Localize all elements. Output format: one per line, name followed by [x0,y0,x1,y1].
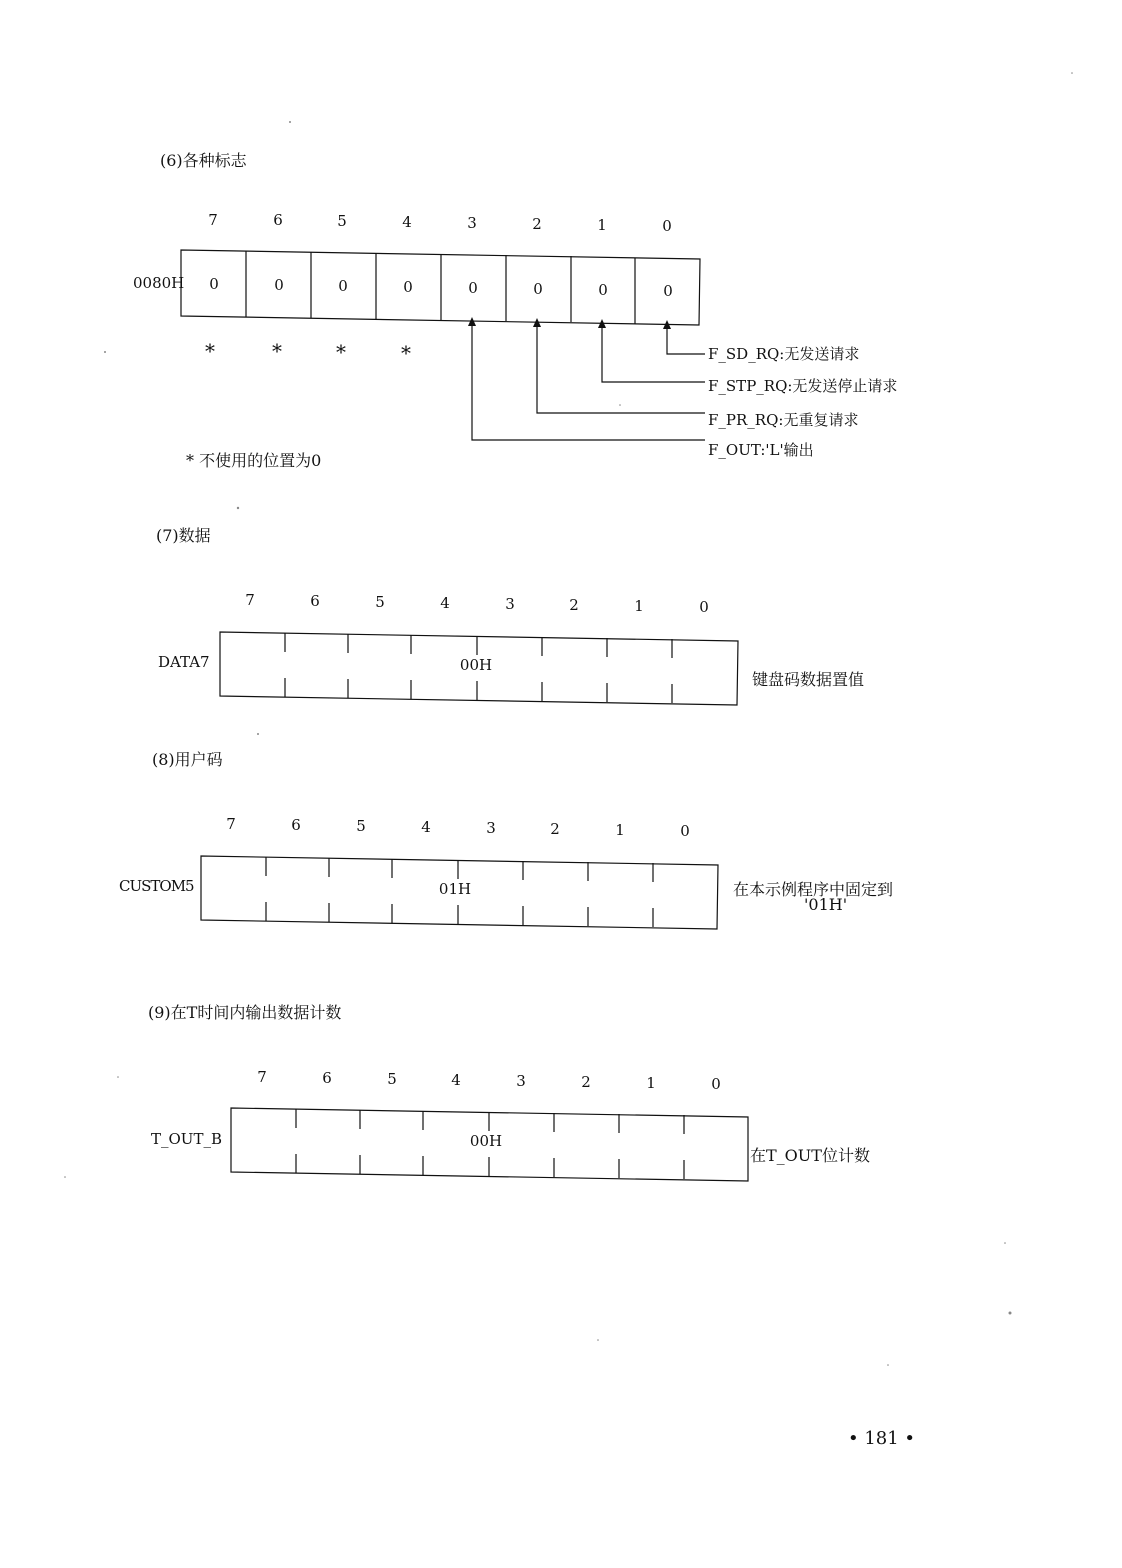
leader-f-sd-rq [667,326,705,354]
section7-value: 00H [459,656,493,674]
section9-bit-3: 3 [516,1072,526,1090]
leader-f-pr-rq [537,324,705,413]
section7-bit-5: 5 [375,593,385,611]
section8-bit-0: 0 [680,822,690,840]
section8-register-label: CUSTOM5 [119,877,194,895]
section8-bit-4: 4 [421,818,431,836]
unused-mark-6: * [272,339,282,363]
section8-description-line2: '01H' [804,895,848,914]
section6-bit-6: 6 [273,211,283,229]
page-number: • 181 • [848,1428,916,1449]
section7-bit-0: 0 [699,598,709,616]
section9-bit-5: 5 [387,1070,397,1088]
section8-description-line1: 在本示例程序中固定到 [733,880,894,899]
unused-mark-4: * [401,341,411,365]
section6-bit-0: 0 [662,217,672,235]
section6-bit-2: 2 [532,215,542,233]
section9-bit-7: 7 [257,1068,267,1086]
section7-bit-1: 1 [634,597,644,615]
section7-register-box [220,632,738,705]
section8-heading: (8)用户码 [152,750,223,769]
section7-bit-6: 6 [310,592,320,610]
section8-bit-6: 6 [291,816,301,834]
section7-bit-3: 3 [505,595,515,613]
section8-bit-1: 1 [615,821,625,839]
section6-value-1: 0 [598,281,608,299]
section8-bit-2: 2 [550,820,560,838]
section8-bit-7: 7 [226,815,236,833]
section6-value-2: 0 [533,280,543,298]
section7-bit-7: 7 [245,591,255,609]
section8-bit-5: 5 [356,817,366,835]
flag-f-sd-rq: F_SD_RQ:无发送请求 [708,345,860,363]
flag-f-out: F_OUT:'L'输出 [708,441,814,459]
section9-bit-6: 6 [322,1069,332,1087]
section9-bit-0: 0 [711,1075,721,1093]
section9-bit-4: 4 [451,1071,461,1089]
flag-f-stp-rq: F_STP_RQ:无发送停止请求 [708,377,898,395]
section6-value-6: 0 [274,276,284,294]
section6-value-5: 0 [338,277,348,295]
unused-mark-7: * [205,339,215,363]
section6-value-4: 0 [403,278,413,296]
section9-description: 在T_OUT位计数 [750,1146,870,1165]
section9-heading: (9)在T时间内输出数据计数 [148,1003,342,1022]
section6-bit-3: 3 [467,214,477,232]
unused-bits-note: * 不使用的位置为0 [186,451,322,470]
section7-register-label: DATA7 [158,653,210,671]
section8-bit-3: 3 [486,819,496,837]
section6-bit-4: 4 [402,213,412,231]
section7-description: 键盘码数据置值 [752,670,865,689]
section7-bit-4: 4 [440,594,450,612]
section6-register-label: 0080H [133,274,185,292]
unused-mark-5: * [336,340,346,364]
section6-heading: (6)各种标志 [160,151,247,170]
section9-bit-1: 1 [646,1074,656,1092]
section8-register-box [201,856,718,929]
section6-bit-5: 5 [337,212,347,230]
section6-bit-7: 7 [208,211,218,229]
flag-f-pr-rq: F_PR_RQ:无重复请求 [708,411,859,429]
section9-register-label: T_OUT_B [151,1130,222,1148]
section8-value: 01H [438,880,472,898]
section6-value-7: 0 [209,275,219,293]
section6-bit-1: 1 [597,216,607,234]
section7-bit-2: 2 [569,596,579,614]
section9-value: 00H [469,1132,503,1150]
section7-heading: (7)数据 [156,526,211,545]
section9-bit-2: 2 [581,1073,591,1091]
section6-value-0: 0 [663,282,673,300]
section6-value-3: 0 [468,279,478,297]
